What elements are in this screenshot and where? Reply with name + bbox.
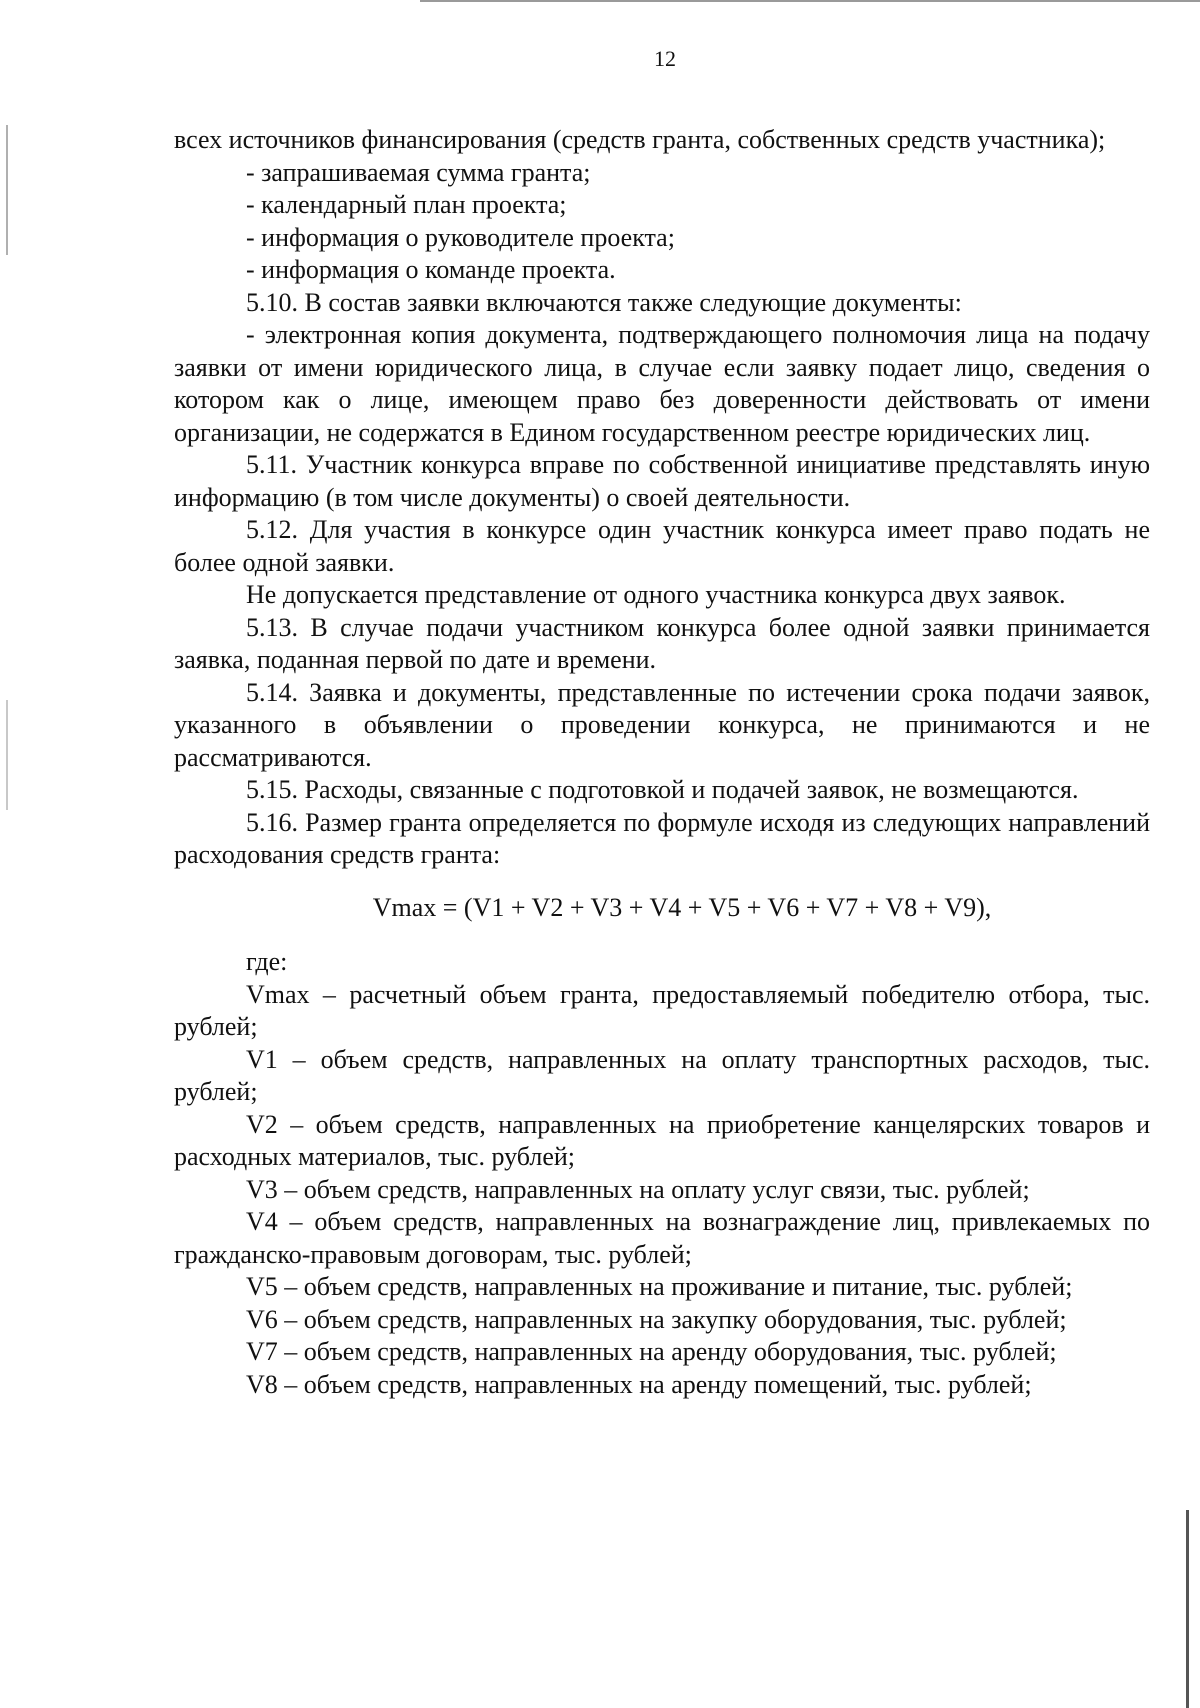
clause-5-12: 5.12. Для участия в конкурсе один участник конкурса имеет право подать не более одной заявки. — [174, 515, 1150, 577]
clause-5-16: 5.16. Размер гранта определяется по формуле исходя из следующих направлений расходования средств гранта: — [174, 807, 1150, 869]
paragraph-continuation: всех источников финансирования (средств гранта, собственных средств участника); — [174, 125, 1106, 154]
clause-5-10: 5.10. В состав заявки включаются также следующие документы: — [246, 287, 962, 317]
scan-edge-top — [420, 0, 1200, 2]
scan-edge-right — [1186, 1510, 1189, 1708]
list-item-project-head: - информация о руководителе проекта; — [246, 222, 675, 252]
clause-5-12-note: Не допускается представление от одного участника конкурса двух заявок. — [246, 580, 1066, 609]
definition-vmax: Vmax – расчетный объем гранта, предоставляемый победителю отбора, тыс. рублей; — [174, 979, 1150, 1041]
scan-edge-left — [6, 125, 8, 255]
definition-v5: V5 – объем средств, направленных на проживание и питание, тыс. рублей; — [246, 1272, 1073, 1301]
definition-v1: V1 – объем средств, направленных на оплату транспортных расходов, тыс. рублей; — [174, 1044, 1150, 1106]
definition-v8: V8 – объем средств, направленных на аренду помещений, тыс. рублей; — [246, 1369, 1032, 1399]
scan-edge-left-lower — [6, 700, 8, 810]
page-number: 12 — [654, 46, 676, 71]
clause-5-15: 5.15. Расходы, связанные с подготовкой и подачей заявок, не возмещаются. — [246, 775, 1079, 804]
list-item-requested-amount: - запрашиваемая сумма гранта; — [246, 157, 591, 187]
clause-5-10-item: - электронная копия документа, подтверждающего полномочия лица на подачу заявки от имени юридического лица, в случае если заявку подает лицо, сведения о котором как о лице, имеющем право без доверенности действовать от имени организации, не содержатся в Едином государственном реестре юридических лиц. — [174, 320, 1150, 447]
definition-where: где: — [246, 947, 288, 976]
document-body — [174, 124, 1150, 1401]
grant-formula: Vmax = (V1 + V2 + V3 + V4 + V5 + V6 + V7 + V8 + V9), — [372, 892, 992, 922]
definition-v6: V6 – объем средств, направленных на закупку оборудования, тыс. рублей; — [246, 1304, 1067, 1334]
clause-5-11: 5.11. Участник конкурса вправе по собственной инициативе представлять иную информацию (в том числе документы) о своей деятельности. — [174, 450, 1150, 512]
definition-v7: V7 – объем средств, направленных на аренду оборудования, тыс. рублей; — [246, 1337, 1057, 1366]
definition-v3: V3 – объем средств, направленных на оплату услуг связи, тыс. рублей; — [246, 1174, 1030, 1204]
list-item-project-team: - информация о команде проекта. — [246, 255, 616, 284]
clause-5-13: 5.13. В случае подачи участником конкурса более одной заявки принимается заявка, поданная первой по дате и времени. — [174, 612, 1150, 674]
clause-5-14: 5.14. Заявка и документы, представленные по истечении срока подачи заявок, указанного в объявлении о проведении конкурса, не принимаются и не рассматриваются. — [174, 677, 1150, 772]
definition-v2: V2 – объем средств, направленных на приобретение канцелярских товаров и расходных материалов, тыс. рублей; — [174, 1109, 1150, 1171]
list-item-calendar-plan: - календарный план проекта; — [246, 190, 567, 219]
definition-v4: V4 – объем средств, направленных на вознаграждение лиц, привлекаемых по гражданско-правовым договорам, тыс. рублей; — [174, 1207, 1150, 1269]
